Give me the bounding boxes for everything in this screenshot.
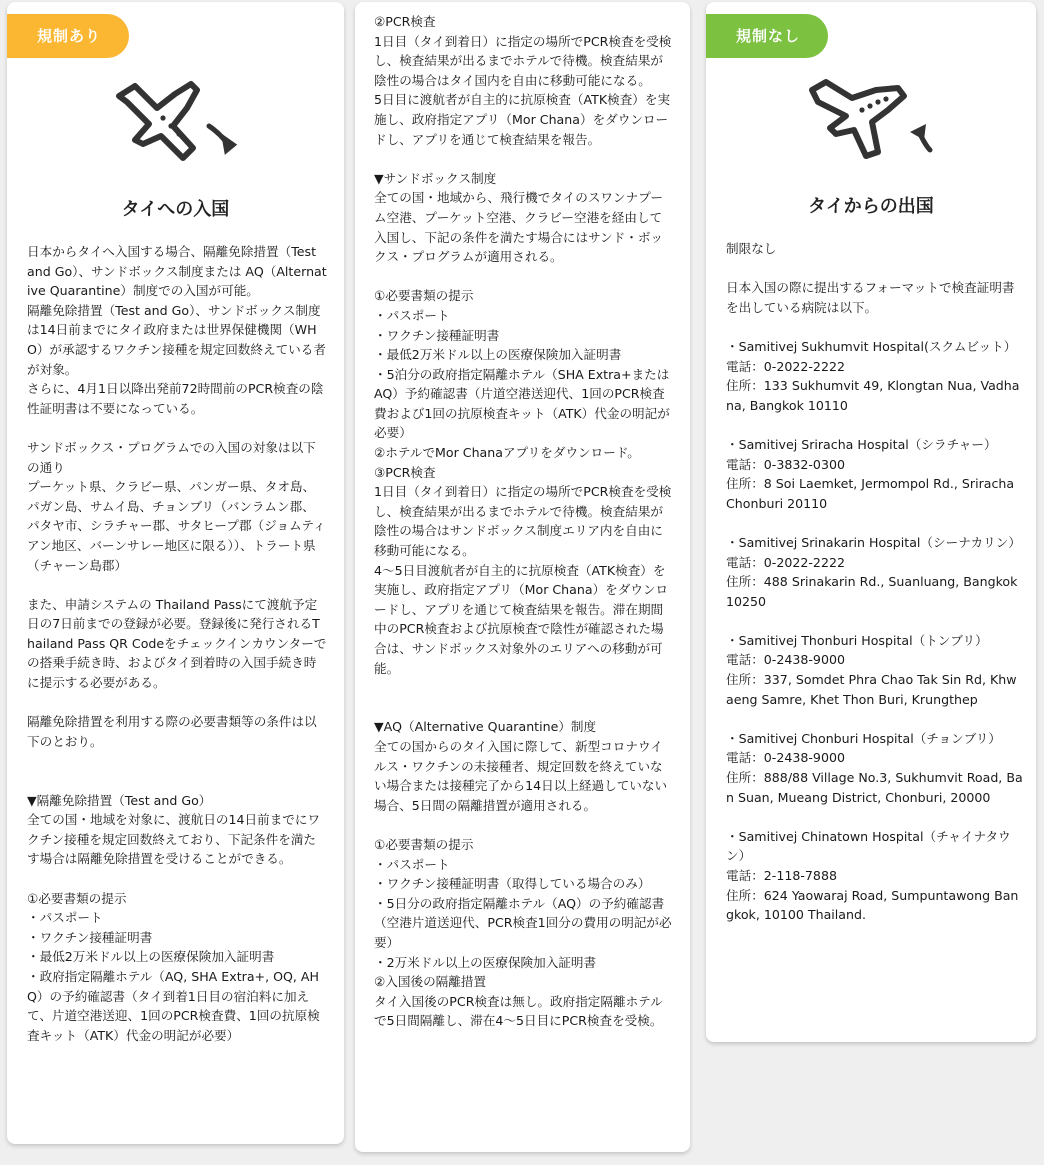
entry-title: タイへの入国 xyxy=(121,199,230,220)
entry-body-text: 日本からタイへ入国する場合、隔離免除措置（Test and Go）、サンドボックス制度または AQ（Alternative Quarantine）制度での入国が可能。 隔離免除措置（Test and Go）、サンドボックス制度は14日前までにタイ政府または世界保健機関（WHO）が承認するワクチン接種を規定回数終えている者が対象。 さらに、4月1日以降出発前72時間前のPCR検査の陰性証明書は不要になっている。 サンドボックス・プログラムでの入国の対象は以下の通り プーケット県、クラビー県、パンガー県、タオ島、パガン島、サムイ島、チョンブリ（バンラムン郡、パタヤ市、シラチャー郡、サタヒープ郡（ジョムティアン地区、バーンサレー地区に限る））、トラート県（チャーン島郡） また、申請システムの Thailand Passにて渡航予定日の7日前までの登録が必要。登録後に発行されるThailand Pass QR Codeをチェックインカウンターでの搭乗手続き時、およびタイ到着時の入国手続き時に提示する必要がある。 隔離免除措置を利用する際の必要書類等の条件は以下のとおり。 ▼隔離免除措置（Test and Go） 全ての国・地域を対象に、渡航日の14日前までにワクチン接種を規定回数終えており、下記条件を満たす場合は隔離免除措置を受けることができる。 ①必要書類の提示 ・パスポート ・ワクチン接種証明書 ・最低2万米ドル以上の医療保険加入証明書 ・政府指定隔離ホテル（AQ, SHA Extra+, OQ, AHQ）の予約確認書（タイ到着1日目の宿泊料に加えて、片道空港送迎、1回のPCR検査費、1回の抗原検査キット（ATK）代金の明記が必要） xyxy=(27,244,327,1043)
entry-card xyxy=(7,2,344,1144)
plane-arrival-icon xyxy=(105,74,245,164)
no-regulation-badge: 規制なし xyxy=(706,14,828,58)
regulated-badge: 規制あり xyxy=(7,14,129,58)
exit-body-text: 制限なし 日本入国の際に提出するフォーマットで検査証明書を出している病院は以下。 ・Samitivej Sukhumvit Hospital(スクムビット） 電話：0-2022-2222 住所：133 Sukhumvit 49, Klongtan Nua, Vadhana, Bangkok 10110 ・Samitivej Sriracha Hospital（シラチャー） 電話：0-3832-0300 住所：8 Soi Laemket, Jermompol Rd., Sriracha Chonburi 20110 ・Samitivej Srinakarin Hospital（シーナカリン） 電話：0-2022-2222 住所：488 Srinakarin Rd., Suanluang, Bangkok 10250 ・Samitivej Thonburi Hospital（トンブリ） 電話：0-2438-9000 住所：337, Somdet Phra Chao Tak Sin Rd, Khwaeng Samre, Khet Thon Buri, Krungthep ・Samitivej Chonburi Hospital（チョンブリ） 電話：0-2438-9000 住所：888/88 Village No.3, Sukhumvit Road, Ban Suan, Mueang District, Chonburi, 20000 ・Samitivej Chinatown Hospital（チャイナタウン） 電話：2-118-7888 住所：624 Yaowaraj Road, Sumpuntawong Bangkok, 10100 Thailand. xyxy=(726,241,1023,923)
exit-card xyxy=(706,2,1036,1042)
exit-title: タイからの出国 xyxy=(808,196,934,217)
entry-continuation-text: ②PCR検査 1日目（タイ到着日）に指定の場所でPCR検査を受検し、検査結果が出るまでホテルで待機。検査結果が陰性の場合はタイ国内を自由に移動可能になる。 5日目に渡航者が自主的に抗原検査（ATK検査）を実施し、政府指定アプリ（Mor Chana）をダウンロードし、アプリを通じて検査結果を報告。 ▼サンドボックス制度 全ての国・地域から、飛行機でタイのスワンナプーム空港、プーケット空港、クラビー空港を経由して入国し、下記の条件を満たす場合にはサンド・ボックス・プログラムが適用される。 ①必要書類の提示 ・パスポート ・ワクチン接種証明書 ・最低2万米ドル以上の医療保険加入証明書 ・5泊分の政府指定隔離ホテル（SHA Extra+またはAQ）予約確認書（片道空港送迎代、1回のPCR検査費および1回の抗原検査キット（ATK）代金の明記が必要） ②ホテルでMor Chanaアプリをダウンロード。 ③PCR検査 1日目（タイ到着日）に指定の場所でPCR検査を受検し、検査結果が出るまでホテルで待機。検査結果が陰性の場合はサンドボックス制度エリア内を自由に移動可能になる。 4〜5日目渡航者が自主的に抗原検査（ATK検査）を実施し、政府指定アプリ（Mor Chana）をダウンロードし、アプリを通じて検査結果を報告。滞在期間中のPCR検査および抗原検査で陰性が確認された場合は、サンドボックス対象外のエリアへの移動が可能。 ▼AQ（Alternative Quarantine）制度 全ての国からのタイ入国に際して、新型コロナウイルス・ワクチンの未接種者、規定回数を終えていない場合または接種完了から14日以上経過していない場合、5日間の隔離措置が適用される。 ①必要書類の提示 ・パスポート ・ワクチン接種証明書（取得している場合のみ） ・5日分の政府指定隔離ホテル（AQ）の予約確認書（空港片道送迎代、PCR検査1回分の費用の明記が必要） ・2万米ドル以上の医療保険加入証明書 ②入国後の隔離措置 タイ入国後のPCR検査は無し。政府指定隔離ホテルで5日間隔離し、滞在4〜5日目にPCR検査を受検。 xyxy=(374,14,672,1029)
entry-continuation-card xyxy=(355,2,690,1152)
plane-departure-icon xyxy=(802,72,942,162)
